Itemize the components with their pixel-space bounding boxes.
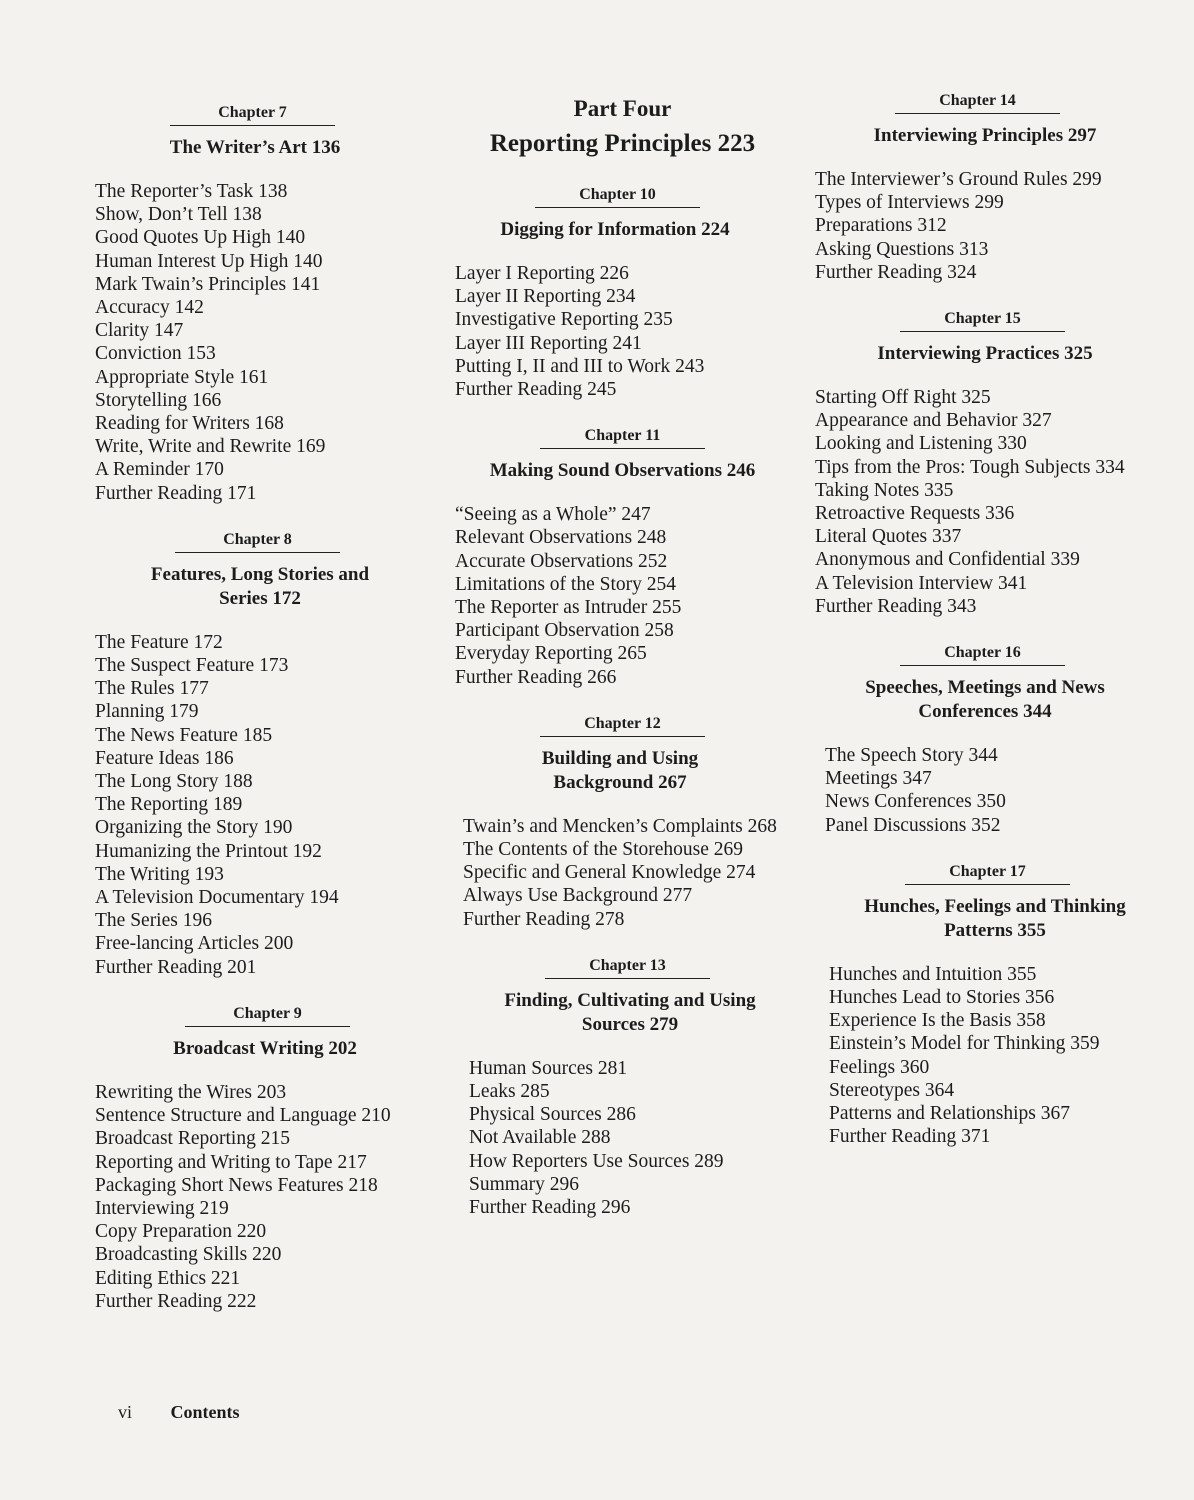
chapter-title: Digging for Information 224 xyxy=(500,219,730,240)
toc-entry: Show, Don’t Tell 138 xyxy=(95,204,262,226)
toc-entry: Storytelling 166 xyxy=(95,389,222,411)
chapter-block xyxy=(815,92,1160,284)
toc-entry: Organizing the Story 190 xyxy=(95,817,293,839)
toc-column-1 xyxy=(95,92,425,1339)
toc-column-3 xyxy=(815,80,1160,1174)
toc-entry: Human Sources 281 xyxy=(469,1057,628,1079)
toc-entry: Feelings 360 xyxy=(829,1056,930,1078)
entry-list xyxy=(95,631,425,979)
toc-entry: Investigative Reporting 235 xyxy=(455,309,673,331)
toc-entry: Appearance and Behavior 327 xyxy=(815,410,1052,432)
page-number: vi xyxy=(118,1402,133,1422)
toc-entry: News Conferences 350 xyxy=(825,791,1006,813)
chapter-block xyxy=(95,531,425,979)
toc-entry: Rewriting the Wires 203 xyxy=(95,1081,287,1103)
toc-entry: A Television Documentary 194 xyxy=(95,887,339,909)
toc-entry: Appropriate Style 161 xyxy=(95,366,269,388)
toc-entry: “Seeing as a Whole” 247 xyxy=(455,504,651,526)
entry-list xyxy=(815,744,1160,837)
toc-entry: The Rules 177 xyxy=(95,678,209,700)
chapter-title: Building and Using Background 267 xyxy=(541,747,699,793)
toc-entry: Einstein’s Model for Thinking 359 xyxy=(829,1033,1100,1055)
toc-entry: Asking Questions 313 xyxy=(815,238,989,260)
toc-entry: Types of Interviews 299 xyxy=(815,192,1004,214)
toc-entry: Relevant Observations 248 xyxy=(455,527,667,549)
toc-entry: Specific and General Knowledge 274 xyxy=(463,862,756,884)
toc-entry: Mark Twain’s Principles 141 xyxy=(95,273,321,295)
toc-entry: Layer III Reporting 241 xyxy=(455,332,642,354)
toc-entry: Tips from the Pros: Tough Subjects 334 xyxy=(815,456,1125,478)
entry-list xyxy=(455,503,790,689)
chapter-label: Chapter 12 xyxy=(540,715,705,737)
toc-entry: Anonymous and Confidential 339 xyxy=(815,549,1080,571)
toc-entry: Reporting and Writing to Tape 217 xyxy=(95,1151,367,1173)
toc-entry: Physical Sources 286 xyxy=(469,1104,636,1126)
toc-entry: Humanizing the Printout 192 xyxy=(95,840,322,862)
chapter-label: Chapter 16 xyxy=(900,644,1065,666)
chapter-label: Chapter 8 xyxy=(175,531,340,553)
toc-entry: The Long Story 188 xyxy=(95,771,253,793)
chapter-block xyxy=(455,427,790,689)
toc-entry: Hunches Lead to Stories 356 xyxy=(829,987,1055,1009)
toc-column-2 xyxy=(455,92,790,1245)
chapter-label: Chapter 15 xyxy=(900,310,1065,332)
toc-entry: Copy Preparation 220 xyxy=(95,1221,267,1243)
entry-list xyxy=(95,1081,425,1313)
toc-entry: Further Reading 371 xyxy=(829,1126,991,1148)
toc-entry: Write, Write and Rewrite 169 xyxy=(95,436,326,458)
toc-entry: Accurate Observations 252 xyxy=(455,550,668,572)
toc-entry: Human Interest Up High 140 xyxy=(95,250,323,272)
toc-entry: Further Reading 171 xyxy=(95,482,257,504)
chapter-label: Chapter 10 xyxy=(535,186,700,208)
chapter-block xyxy=(455,186,790,401)
toc-entry: Further Reading 201 xyxy=(95,956,257,978)
chapter-block xyxy=(95,1005,425,1313)
chapter-title: Making Sound Observations 246 xyxy=(489,460,756,482)
toc-entry: Good Quotes Up High 140 xyxy=(95,227,306,249)
toc-entry: Literal Quotes 337 xyxy=(815,526,962,548)
toc-entry: Not Available 288 xyxy=(469,1127,611,1149)
chapter-block xyxy=(815,644,1160,837)
toc-entry: Layer II Reporting 234 xyxy=(455,286,636,308)
toc-entry: Further Reading 296 xyxy=(469,1197,631,1219)
chapter-title: Finding, Cultivating and Using Sources 279 xyxy=(504,989,756,1035)
toc-entry: Layer I Reporting 226 xyxy=(455,263,629,284)
part-title: Reporting Principles 223 xyxy=(489,130,756,157)
toc-entry: Limitations of the Story 254 xyxy=(455,573,676,595)
toc-entry: The Speech Story 344 xyxy=(825,745,998,767)
toc-entry: The Contents of the Storehouse 269 xyxy=(463,839,743,861)
toc-entry: The Suspect Feature 173 xyxy=(95,655,289,677)
chapter-label: Chapter 17 xyxy=(905,863,1070,885)
part-label: Part Four xyxy=(573,96,672,121)
toc-entry: Further Reading 245 xyxy=(455,379,617,401)
toc-entry: Further Reading 278 xyxy=(463,908,625,930)
chapter-block xyxy=(815,863,1160,1149)
toc-entry: Broadcasting Skills 220 xyxy=(95,1244,282,1266)
toc-entry: Broadcast Reporting 215 xyxy=(95,1128,290,1150)
toc-entry: Accuracy 142 xyxy=(95,297,204,319)
toc-entry: Interviewing 219 xyxy=(95,1197,229,1219)
toc-entry: Planning 179 xyxy=(95,701,199,723)
chapter-block xyxy=(815,310,1160,618)
entry-list xyxy=(95,180,425,505)
chapter-title: Features, Long Stories and Series 172 xyxy=(150,563,370,609)
toc-entry: Stereotypes 364 xyxy=(829,1079,955,1101)
toc-entry: Participant Observation 258 xyxy=(455,620,674,642)
entry-list xyxy=(815,168,1160,284)
chapter-title: Speeches, Meetings and News Conferences 344 xyxy=(865,677,1105,723)
toc-entry: Further Reading 324 xyxy=(815,261,977,283)
toc-entry: Always Use Background 277 xyxy=(463,885,693,907)
entry-list xyxy=(455,815,790,931)
toc-entry: Sentence Structure and Language 210 xyxy=(95,1105,391,1127)
entry-list xyxy=(455,1057,790,1219)
toc-entry: The Writing 193 xyxy=(95,863,224,885)
toc-entry: Clarity 147 xyxy=(95,320,184,342)
toc-entry: Hunches and Intuition 355 xyxy=(829,963,1037,985)
toc-entry: The News Feature 185 xyxy=(95,724,273,746)
toc-entry: Conviction 153 xyxy=(95,343,216,365)
entry-list xyxy=(815,963,1160,1149)
toc-entry: The Reporter as Intruder 255 xyxy=(455,597,682,619)
toc-entry: Free-lancing Articles 200 xyxy=(95,933,294,955)
toc-entry: Taking Notes 335 xyxy=(815,479,954,501)
chapter-label: Chapter 7 xyxy=(170,104,335,126)
toc-entry: The Series 196 xyxy=(95,910,212,932)
chapter-label: Chapter 9 xyxy=(185,1005,350,1027)
toc-entry: A Reminder 170 xyxy=(95,459,224,481)
toc-entry: The Reporter’s Task 138 xyxy=(95,181,288,202)
running-head: Contents xyxy=(170,1402,240,1422)
toc-entry: Twain’s and Mencken’s Complaints 268 xyxy=(463,815,777,837)
chapter-title: Hunches, Feelings and Thinking Patterns 355 xyxy=(864,895,1126,941)
page-footer xyxy=(118,1402,240,1423)
toc-entry: Summary 296 xyxy=(469,1173,579,1195)
toc-entry: The Reporting 189 xyxy=(95,794,243,816)
toc-entry: Experience Is the Basis 358 xyxy=(829,1010,1046,1032)
chapter-title: Broadcast Writing 202 xyxy=(173,1037,357,1059)
toc-entry: Patterns and Relationships 367 xyxy=(829,1103,1071,1125)
chapter-label: Chapter 13 xyxy=(545,957,710,979)
toc-entry: Starting Off Right 325 xyxy=(815,387,991,409)
toc-entry: Leaks 285 xyxy=(469,1081,550,1103)
toc-entry: How Reporters Use Sources 289 xyxy=(469,1150,724,1172)
toc-entry: The Interviewer’s Ground Rules 299 xyxy=(815,169,1102,190)
toc-entry: Editing Ethics 221 xyxy=(95,1267,241,1289)
entry-list xyxy=(815,386,1160,618)
toc-entry: A Television Interview 341 xyxy=(815,572,1028,594)
toc-entry: Panel Discussions 352 xyxy=(825,814,1001,836)
toc-entry: Further Reading 266 xyxy=(455,666,617,688)
chapter-title: The Writer’s Art 136 xyxy=(169,137,341,158)
toc-entry: Preparations 312 xyxy=(815,215,947,237)
entry-list xyxy=(455,262,790,401)
toc-entry: Packaging Short News Features 218 xyxy=(95,1174,378,1196)
chapter-title: Interviewing Practices 325 xyxy=(877,343,1093,365)
toc-entry: Further Reading 222 xyxy=(95,1290,257,1312)
toc-entry: Looking and Listening 330 xyxy=(815,433,1027,455)
toc-entry: Reading for Writers 168 xyxy=(95,413,284,435)
toc-entry: Feature Ideas 186 xyxy=(95,747,234,769)
toc-entry: Meetings 347 xyxy=(825,768,932,790)
toc-entry: The Feature 172 xyxy=(95,631,223,653)
chapter-block xyxy=(95,104,425,505)
toc-entry: Putting I, II and III to Work 243 xyxy=(455,355,705,377)
toc-entry: Everyday Reporting 265 xyxy=(455,643,647,665)
toc-entry: Retroactive Requests 336 xyxy=(815,503,1015,525)
chapter-label: Chapter 11 xyxy=(540,427,705,449)
chapter-block xyxy=(455,957,790,1219)
chapter-block xyxy=(455,715,790,931)
chapter-label: Chapter 14 xyxy=(895,92,1060,114)
chapter-title: Interviewing Principles 297 xyxy=(873,125,1097,146)
toc-entry: Further Reading 343 xyxy=(815,595,977,617)
